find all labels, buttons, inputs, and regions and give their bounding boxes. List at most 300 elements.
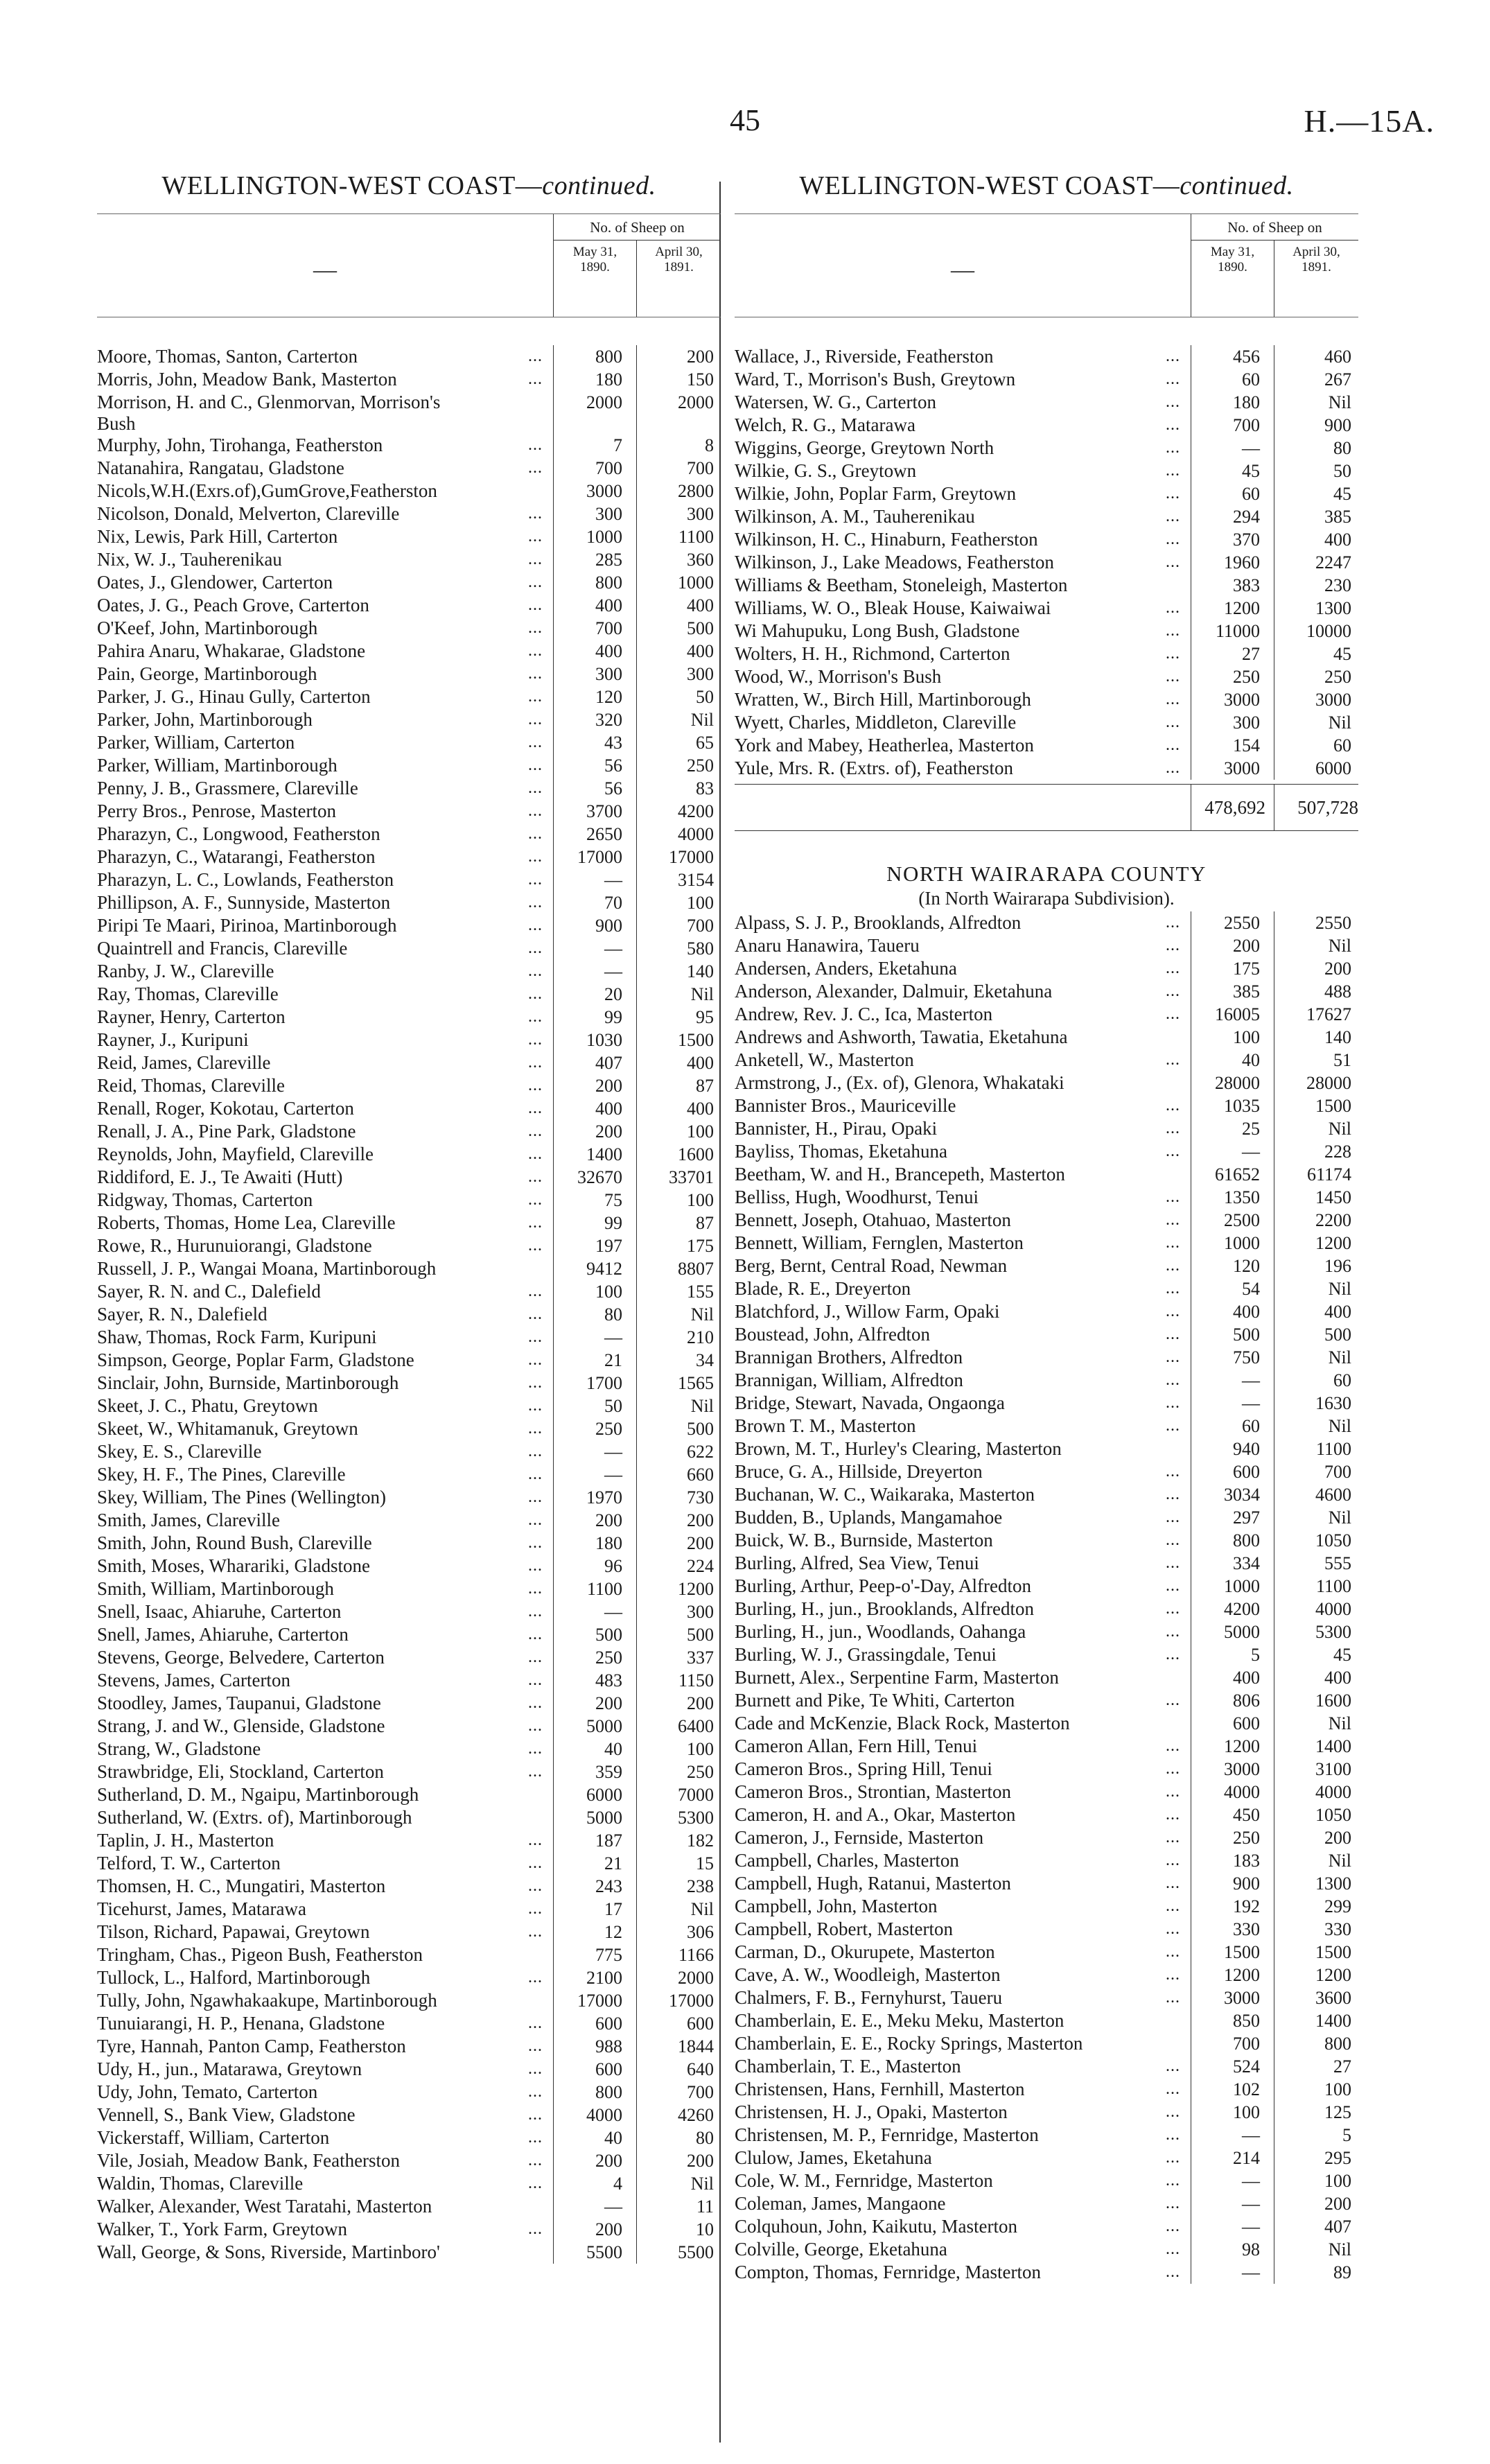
owner-entry: Perry Bros., Penrose, Masterton [97,801,336,821]
sheep-1890: 1960 [1191,551,1260,574]
owner-entry: Sayer, R. N., Dalefield [97,1304,268,1325]
table-row [97,617,721,640]
owner-entry: Skeet, J. C., Phatu, Greytown [97,1395,318,1416]
owner-entry: Reid, James, Clareville [97,1052,271,1073]
sheep-1890: 99 [553,1006,622,1029]
leader-dots: ... [528,1580,543,1598]
sheep-1891: 1000 [636,571,714,594]
sheep-1890: 5000 [553,1806,622,1829]
sheep-1890: — [1191,2215,1260,2238]
sheep-1891: 3154 [636,868,714,891]
table-row [97,2058,721,2081]
owner-entry: Snell, James, Ahiaruhe, Carterton [97,1624,349,1645]
owner-entry: Christensen, H. J., Opaki, Masterton [735,2102,1008,2122]
right-table-body-top [735,345,1358,780]
table-row [735,2032,1358,2055]
leader-dots: ... [1166,530,1180,548]
sheep-1890: — [1191,2261,1260,2284]
table-row [97,823,721,846]
sheep-1891: 1050 [1274,1529,1351,1552]
sheep-1891: 460 [1274,345,1351,368]
sheep-1891: 6000 [1274,757,1351,780]
table-row [97,2195,721,2218]
sheep-1890: 900 [553,914,622,937]
table-row [735,1117,1358,1140]
table-row [735,620,1358,643]
sheep-1890: 800 [1191,1529,1260,1552]
table-row [97,1646,721,1669]
sheep-1890: 98 [1191,2238,1260,2261]
sheep-1890: 4 [553,2172,622,2195]
owner-entry: Wood, W., Morrison's Bush [735,666,942,687]
sheep-1891: 17000 [636,846,714,868]
sheep-1890: 17000 [553,1989,622,2012]
sheep-1890: 99 [553,1212,622,1234]
leader-dots: ... [528,2106,543,2124]
sheep-1890: 60 [1191,482,1260,505]
table-row [735,1781,1358,1803]
leader-dots: ... [1166,2240,1180,2258]
table-row [97,2012,721,2035]
table-row [735,1666,1358,1689]
owner-entry: Oates, J., Glendower, Carterton [97,572,333,593]
sheep-1891: 299 [1274,1895,1351,1918]
sheep-1890: 1035 [1191,1094,1260,1117]
owner-entry: Andrews and Ashworth, Tawatia, Eketahuna [735,1026,1068,1047]
table-row [97,1463,721,1486]
sheep-1891: 5 [1274,2124,1351,2147]
table-row [97,1257,721,1280]
leader-dots: ... [1166,2217,1180,2235]
leader-dots: ... [528,688,543,706]
sheep-1890: 180 [553,368,622,391]
table-row [735,345,1358,368]
table-row [97,1280,721,1303]
owner-entry: Bennett, Joseph, Otahuao, Masterton [735,1209,1011,1230]
sheep-1890: 102 [1191,2078,1260,2101]
table-row [735,1575,1358,1598]
owner-entry: Nicols,W.H.(Exrs.of),GumGrove,Featherston [97,480,437,501]
owner-entry: Rayner, J., Kuripuni [97,1029,249,1050]
leader-dots: ... [528,1763,543,1781]
sheep-1891: 2000 [636,1966,714,1989]
sheep-1890: 80 [553,1303,622,1326]
leader-dots: ... [528,1534,543,1552]
sheep-1890: — [1191,2169,1260,2192]
sheep-1891: 1565 [636,1372,714,1395]
leader-dots: ... [1166,2103,1180,2121]
sheep-1890: 1500 [1191,1941,1260,1964]
sheep-1890: 43 [553,731,622,754]
sheep-1891: Nil [1274,934,1351,957]
owner-entry: Andrew, Rev. J. C., Ica, Masterton [735,1004,993,1024]
owner-entry: Udy, John, Temato, Carterton [97,2081,318,2102]
table-row [97,1989,721,2012]
table-row [97,391,721,434]
leader-dots: ... [1166,1874,1180,1892]
sheep-1891: 4200 [636,800,714,823]
sheep-1891: 1500 [1274,1094,1351,1117]
leader-dots: ... [528,985,543,1003]
sheep-1890: 456 [1191,345,1260,368]
sheep-1890: 1100 [553,1578,622,1600]
leader-dots: ... [528,1602,543,1620]
table-row [735,1895,1358,1918]
owner-entry: Walker, T., York Farm, Greytown [97,2219,347,2239]
sheep-1890: 180 [553,1532,622,1555]
owner-entry: Bannister Bros., Mauriceville [735,1095,956,1116]
leader-dots: ... [528,939,543,957]
sheep-1890: — [553,1463,622,1486]
sheep-1890: 192 [1191,1895,1260,1918]
sheep-1891: 1300 [1274,1872,1351,1895]
sheep-1890: 120 [553,685,622,708]
owner-entry: Wall, George, & Sons, Riverside, Martinboro' [97,2242,440,2262]
leader-dots: ... [1166,1577,1180,1595]
sheep-1890: 4200 [1191,1598,1260,1620]
owner-entry: Budden, B., Uplands, Mangamahoe [735,1507,1003,1528]
sheep-1890: 400 [553,594,622,617]
table-row [735,1392,1358,1415]
leader-dots: ... [1166,2172,1180,2190]
sheep-1891: 150 [636,368,714,391]
table-row [735,1140,1358,1163]
owner-entry: Parker, John, Martinborough [97,709,313,730]
table-row [735,1460,1358,1483]
sheep-1891: 100 [1274,2078,1351,2101]
table-row [97,1051,721,1074]
owner-entry: Bayliss, Thomas, Eketahuna [735,1141,947,1162]
leader-dots: ... [528,665,543,683]
sheep-1891: 267 [1274,368,1351,391]
sheep-1891: 1100 [1274,1438,1351,1460]
table-row [735,665,1358,688]
sheep-1891: 200 [636,1532,714,1555]
leader-dots: ... [1166,1302,1180,1320]
table-row [97,1692,721,1715]
owner-entry: Wratten, W., Birch Hill, Martinborough [735,689,1031,710]
leader-dots: ... [1166,645,1180,663]
leader-dots: ... [1166,599,1180,617]
sheep-1890: 180 [1191,391,1260,414]
leader-dots: ... [1166,1119,1180,1137]
sheep-1891: 700 [636,2081,714,2104]
owner-entry: Tullock, L., Halford, Martinborough [97,1967,371,1988]
leader-dots: ... [1166,1920,1180,1938]
table-row [97,868,721,891]
owner-entry: Anaru Hanawira, Taueru [735,935,920,956]
leader-dots: ... [528,642,543,660]
table-row [735,1483,1358,1506]
table-row [735,2078,1358,2101]
sheep-1891: 200 [1274,1826,1351,1849]
table-row [97,1669,721,1692]
sheep-1891: 555 [1274,1552,1351,1575]
leader-dots: ... [1166,1348,1180,1366]
sheep-1891: 8 [636,434,714,457]
sheep-1890: — [553,2195,622,2218]
owner-entry: Snell, Isaac, Ahiaruhe, Carterton [97,1601,342,1622]
leader-dots: ... [1166,1760,1180,1778]
sheep-1891: 10000 [1274,620,1351,643]
owner-entry: Udy, H., jun., Matarawa, Greytown [97,2059,362,2079]
owner-entry: Burnett, Alex., Serpentine Farm, Masterton [735,1667,1059,1688]
sheep-1891: 700 [1274,1460,1351,1483]
right-title-continued: continued. [1180,171,1294,200]
left-table-header [97,213,721,317]
sheep-1891: 1600 [636,1143,714,1166]
table-row [97,345,721,368]
leader-dots: ... [528,1831,543,1849]
sheep-1890: 120 [1191,1255,1260,1277]
leader-dots: ... [1166,2149,1180,2167]
sheep-1890: 700 [1191,414,1260,437]
owner-entry: Tringham, Chas., Pigeon Bush, Featherston [97,1944,423,1965]
sheep-1890: 200 [553,2218,622,2241]
leader-dots: ... [528,779,543,797]
sheep-1890: 1200 [1191,1735,1260,1758]
table-row [735,1300,1358,1323]
table-row [735,551,1358,574]
sheep-1891: 28000 [1274,1072,1351,1094]
sheep-1890: 154 [1191,734,1260,757]
table-row [735,1529,1358,1552]
sheep-1891: 1166 [636,1943,714,1966]
table-row [735,1026,1358,1049]
leader-dots: ... [1166,1851,1180,1869]
sheep-1891: 400 [636,1097,714,1120]
table-row [735,1209,1358,1232]
owner-entry: Wolters, H. H., Richmond, Carterton [735,643,1010,664]
sheep-1891: 200 [636,2149,714,2172]
sheep-1891: Nil [636,983,714,1006]
table-row [735,391,1358,414]
table-row [735,2055,1358,2078]
owner-entry: Tilson, Richard, Papawai, Greytown [97,1921,370,1942]
sheep-1891: 300 [636,663,714,685]
table-row [735,2009,1358,2032]
leader-dots: ... [1166,1989,1180,2007]
owner-entry: Williams, W. O., Bleak House, Kaiwaiwai [735,597,1051,618]
leader-dots: ... [1166,1806,1180,1824]
sheep-1890: 21 [553,1349,622,1372]
table-row [735,757,1358,780]
owner-entry: Nix, Lewis, Park Hill, Carterton [97,526,338,547]
owner-entry: Christensen, Hans, Fernhill, Masterton [735,2079,1025,2099]
leader-dots: ... [1166,936,1180,954]
table-row [97,2104,721,2126]
sheep-1891: 100 [636,1738,714,1760]
sheep-1890: 250 [553,1417,622,1440]
sheep-1891: 45 [1274,643,1351,665]
sheep-1891: Nil [636,1395,714,1417]
table-row [97,1875,721,1898]
sheep-1891: 800 [1274,2032,1351,2055]
leader-dots: ... [528,2174,543,2192]
leader-dots: ... [528,347,543,365]
leader-dots: ... [1166,1279,1180,1297]
sheep-1891: 295 [1274,2147,1351,2169]
sheep-1891: 140 [636,960,714,983]
sheep-1890: 75 [553,1189,622,1212]
sheep-1891: 7000 [636,1783,714,1806]
sheep-1890: 54 [1191,1277,1260,1300]
owner-entry: Campbell, Charles, Masterton [735,1850,959,1871]
sheep-1890: 850 [1191,2009,1260,2032]
sheep-1890: 775 [553,1943,622,1966]
sheep-1891: 4260 [636,2104,714,2126]
table-row [735,688,1358,711]
sheep-1891: 660 [636,1463,714,1486]
table-row [735,2192,1358,2215]
sheep-1891: Nil [636,1898,714,1921]
table-row [97,1738,721,1760]
sheep-1891: 50 [1274,460,1351,482]
owner-entry: Cole, W. M., Fernridge, Masterton [735,2170,993,2191]
table-row [97,2081,721,2104]
sheep-1891: 4600 [1274,1483,1351,1506]
owner-entry: Christensen, M. P., Fernridge, Masterton [735,2124,1039,2145]
sheep-1890: 330 [1191,1918,1260,1941]
owner-entry: Campbell, Robert, Masterton [735,1919,953,1939]
sheep-1891: 1300 [1274,597,1351,620]
left-header-date-1890-line1: May 31, [572,245,617,259]
table-row [97,937,721,960]
sheep-1891: 337 [636,1646,714,1669]
sheep-1890: 4000 [1191,1781,1260,1803]
sheep-1890: — [1191,1392,1260,1415]
sheep-1890: — [1191,2124,1260,2147]
sheep-1891: 400 [636,594,714,617]
leader-dots: ... [528,893,543,911]
owner-entry: Smith, James, Clareville [97,1510,280,1530]
leader-dots: ... [1166,1417,1180,1435]
sheep-1891: Nil [1274,391,1351,414]
sheep-1891: 182 [636,1829,714,1852]
leader-dots: ... [528,573,543,591]
table-row [735,1072,1358,1094]
owner-entry: Rowe, R., Hurunuiorangi, Gladstone [97,1235,372,1256]
section-title: NORTH WAIRARAPA COUNTY [886,862,1207,886]
sheep-1890: 750 [1191,1346,1260,1369]
owner-entry: Morrison, H. and C., Glenmorvan, Morrison's [97,392,441,412]
leader-dots: ... [528,1465,543,1483]
leader-dots: ... [528,1968,543,1986]
sheep-1890: 200 [553,1692,622,1715]
table-row [97,1074,721,1097]
leader-dots: ... [1166,462,1180,480]
owner-entry: Vennell, S., Bank View, Gladstone [97,2104,356,2125]
leader-dots: ... [528,527,543,545]
leader-dots: ... [528,1374,543,1392]
sheep-1891: 5300 [636,1806,714,1829]
leader-dots: ... [528,962,543,980]
sheep-1891: 45 [1274,1643,1351,1666]
table-row [97,2035,721,2058]
table-row [735,2101,1358,2124]
right-header-date-1890 [1191,241,1274,317]
sheep-1891: 2550 [1274,911,1351,934]
sheep-1891: 700 [636,914,714,937]
sheep-1890: 1700 [553,1372,622,1395]
sheep-1890: 5 [1191,1643,1260,1666]
table-row [97,1029,721,1051]
sheep-1891: 2800 [636,480,714,503]
sheep-1890: — [553,868,622,891]
sheep-1890: 45 [1191,460,1260,482]
sheep-1891: 400 [1274,528,1351,551]
sheep-1890: 100 [1191,1026,1260,1049]
table-row [97,1166,721,1189]
owner-entry: Riddiford, E. J., Te Awaiti (Hutt) [97,1167,343,1187]
leader-dots: ... [528,825,543,843]
leader-dots: ... [1166,1485,1180,1503]
sheep-1891: 17000 [636,1989,714,2012]
sheep-1890: 3000 [1191,1986,1260,2009]
sheep-1891: 2247 [1274,551,1351,574]
sheep-1891: 61174 [1274,1163,1351,1186]
table-row [735,2124,1358,2147]
sheep-1890: 16005 [1191,1003,1260,1026]
sheep-1891: 125 [1274,2101,1351,2124]
leader-dots: ... [528,1076,543,1094]
sheep-1890: 2100 [553,1966,622,1989]
sheep-1891: 51 [1274,1049,1351,1072]
owner-entry: Strawbridge, Eli, Stockland, Carterton [97,1761,384,1782]
sheep-1891: 1400 [1274,1735,1351,1758]
sheep-1891: 250 [636,754,714,777]
owner-entry: Brannigan, William, Alfredton [735,1370,963,1390]
leader-dots: ... [1166,1142,1180,1160]
table-row [735,1620,1358,1643]
owner-entry: Blatchford, J., Willow Farm, Opaki [735,1301,1000,1322]
leader-dots: ... [528,916,543,934]
table-row [735,460,1358,482]
leader-dots: ... [528,619,543,637]
sheep-1890: 200 [1191,934,1260,957]
table-row [97,846,721,868]
sheep-1890: 294 [1191,505,1260,528]
right-column [735,168,1358,2284]
right-title-main: WELLINGTON-WEST COAST— [799,171,1180,200]
leader-dots: ... [528,848,543,866]
table-row [735,1689,1358,1712]
owner-entry: Tyre, Hannah, Panton Camp, Featherston [97,2036,406,2056]
owner-entry: York and Mabey, Heatherlea, Masterton [735,735,1034,755]
table-row [97,2218,721,2241]
leader-dots: ... [528,733,543,751]
leader-dots: ... [1166,2126,1180,2144]
leader-dots: ... [1166,736,1180,754]
sheep-1891: Nil [1274,1712,1351,1735]
owner-entry: Chamberlain, E. E., Rocky Springs, Masterton [735,2033,1083,2054]
table-row [97,1234,721,1257]
owner-entry: Reid, Thomas, Clareville [97,1075,285,1096]
leader-dots: ... [1166,553,1180,571]
owner-entry: Wilkinson, J., Lake Meadows, Featherston [735,552,1054,573]
left-header-sheep: No. of Sheep on [553,214,721,241]
right-header-date-1890-line2: 1890. [1218,260,1247,274]
table-row [97,1898,721,1921]
leader-dots: ... [1166,1554,1180,1572]
leader-dots: ... [1166,667,1180,685]
sheep-1890: 17 [553,1898,622,1921]
table-row [97,1097,721,1120]
leader-dots: ... [1166,507,1180,525]
sheep-1891: Nil [1274,2238,1351,2261]
sheep-1890: 400 [553,1097,622,1120]
leader-dots: ... [528,1877,543,1895]
